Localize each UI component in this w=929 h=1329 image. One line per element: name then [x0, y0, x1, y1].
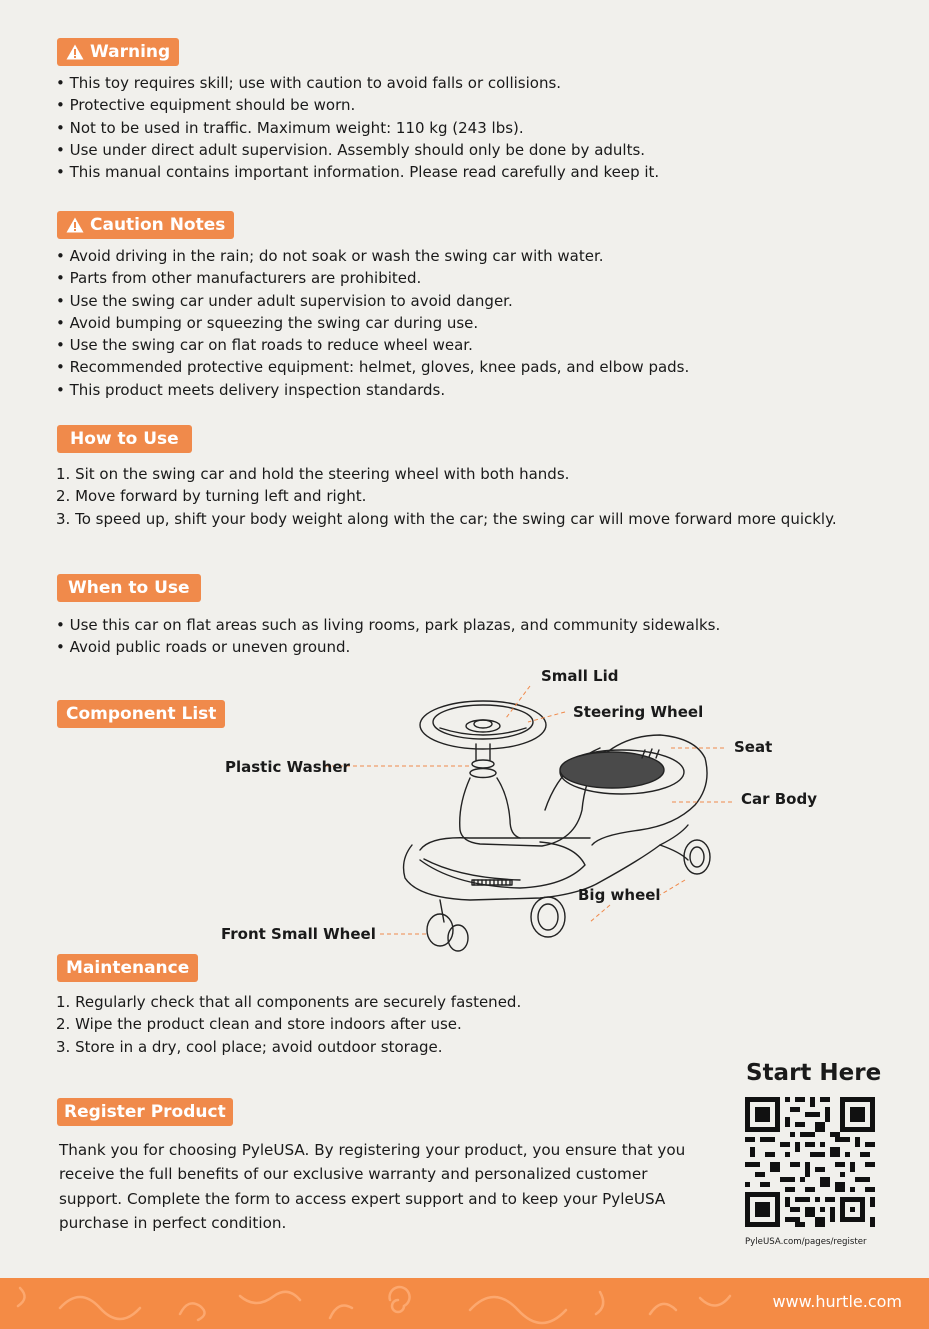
qr-code[interactable] [745, 1097, 875, 1227]
list-item: • Use the swing car on flat roads to reduce wheel wear. [56, 334, 689, 356]
list-item: Sit on the swing car and hold the steering wheel with both hands. [75, 465, 570, 483]
list-item: • This manual contains important information. Please read carefully and keep it. [56, 161, 659, 183]
list-item: • Use the swing car under adult supervision to avoid danger. [56, 290, 689, 312]
when-to-use-list [56, 614, 720, 659]
list-item: • Protective equipment should be worn. [56, 94, 659, 116]
label-front-small-wheel: Front Small Wheel [221, 925, 376, 943]
register-badge [57, 1098, 233, 1126]
list-item: • Avoid public roads or uneven ground. [56, 636, 720, 658]
caution-list [56, 245, 689, 401]
list-item: Store in a dry, cool place; avoid outdoor storage. [75, 1037, 443, 1056]
swing-car-diagram [0, 660, 929, 960]
maintenance-list [56, 991, 521, 1058]
label-car-body: Car Body [741, 790, 818, 808]
list-item: To speed up, shift your body weight along with the car; the swing car will move forward more quickly. [75, 509, 837, 528]
how-to-use-badge [57, 425, 192, 453]
label-seat: Seat [734, 738, 773, 756]
maintenance-badge [57, 954, 198, 982]
register-text: Thank you for choosing PyleUSA. By registering your product, you ensure that you receive the full benefits of our exclusive warranty and personalized customer support. Complete the form to access expert support and to keep your PyleUSA purchase in perfect condition. [59, 1141, 686, 1233]
list-item: • Avoid driving in the rain; do not soak or wash the swing car with water. [56, 245, 689, 267]
register-url[interactable]: PyleUSA.com/pages/register [745, 1237, 867, 1247]
list-item: • Recommended protective equipment: helmet, gloves, knee pads, and elbow pads. [56, 356, 689, 378]
start-here-title: Start Here [746, 1060, 882, 1086]
label-big-wheel: Big wheel [578, 886, 661, 904]
list-item: • Parts from other manufacturers are prohibited. [56, 267, 689, 289]
list-item: • This toy requires skill; use with caution to avoid falls or collisions. [56, 72, 659, 94]
warning-title: Warning [90, 42, 171, 62]
list-item: • This product meets delivery inspection standards. [56, 379, 689, 401]
list-item: • Use this car on flat areas such as living rooms, park plazas, and community sidewalks. [56, 614, 720, 636]
warning-badge [57, 38, 179, 66]
list-item: • Avoid bumping or squeezing the swing car during use. [56, 312, 689, 334]
label-small-lid: Small Lid [541, 667, 619, 685]
footer-website-link[interactable]: www.hurtle.com [772, 1292, 902, 1311]
warning-icon [66, 217, 84, 233]
when-to-use-badge [57, 574, 201, 602]
list-item: • Use under direct adult supervision. Assembly should only be done by adults. [56, 139, 659, 161]
warning-list [56, 72, 659, 183]
warning-icon [66, 44, 84, 60]
caution-title: Caution Notes [90, 215, 226, 235]
how-to-use-title: How to Use [70, 429, 179, 449]
register-title: Register Product [64, 1102, 226, 1122]
list-item: Move forward by turning left and right. [75, 487, 367, 506]
component-list-title: Component List [66, 704, 217, 724]
caution-badge [57, 211, 234, 239]
label-plastic-washer: Plastic Washer [225, 758, 350, 776]
label-steering-wheel: Steering Wheel [573, 703, 704, 721]
list-item: Wipe the product clean and store indoors after use. [75, 1015, 462, 1034]
maintenance-title: Maintenance [66, 958, 190, 978]
when-to-use-title: When to Use [68, 578, 190, 598]
how-to-use-list [56, 463, 863, 530]
list-item: • Not to be used in traffic. Maximum weight: 110 kg (243 lbs). [56, 117, 659, 139]
list-item: Regularly check that all components are securely fastened. [75, 993, 522, 1011]
footer-bar [0, 1278, 929, 1329]
